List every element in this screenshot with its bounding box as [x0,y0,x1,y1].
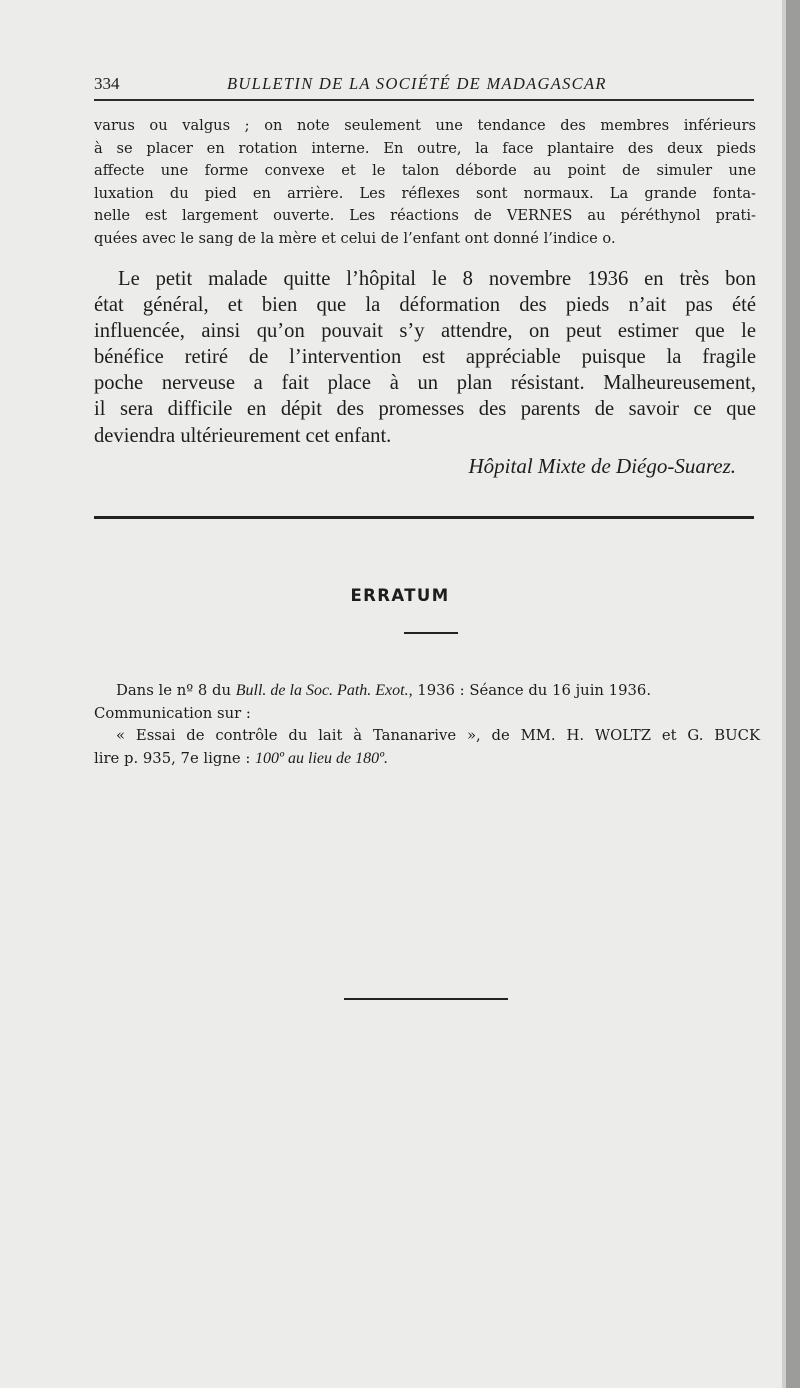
text-line: état général, et bien que la déformation des pieds n’ait pas été [94,294,756,317]
text-line: influencée, ainsi qu’on pouvait s’y attendre, on peut estimer que le [94,320,756,343]
header-rule [94,99,754,101]
erratum-correction-line [94,748,760,771]
text-line: deviendra ultérieurement cet enfant. [94,424,392,447]
erratum-article-line: « Essai de contrôle du lait à Tananarive », de MM. H. WOLTZ et G. BUCK [116,727,760,744]
heading-underline [404,632,458,634]
text-line: il sera difficile en dépit des promesses des parents de savoir ce que [94,398,756,421]
text-line: affecte une forme convexe et le talon déborde au point de simuler une [94,162,756,180]
page-number: 334 [94,74,120,93]
binding-edge-highlight [782,0,786,1388]
erratum-reference-line [94,680,760,703]
text-line: bénéfice retiré de l’intervention est appréciable puisque la fragile [94,346,756,369]
closing-rule [344,998,508,1000]
page-binding-edge [782,0,800,1388]
text-line: varus ou valgus ; on note seulement une tendance des membres inférieurs [94,117,756,134]
text-line: nelle est largement ouverte. Les réactions de VERNES au péréthynol prati- [94,207,756,225]
running-title: BULLETIN DE LA SOCIÉTÉ DE MADAGASCAR [227,74,607,93]
conclusion-paragraph [94,266,756,449]
journal-title: Bull. de la Soc. Path. Exot., [235,682,413,699]
text-line: luxation du pied en arrière. Les réflexes sont normaux. La grande fonta- [94,184,756,202]
correction-text: 100º au lieu de 180º. [255,749,389,767]
text-line: quées avec le sang de la mère et celui de l’enfant ont donné l’indice o. [94,229,616,247]
running-header [94,72,756,96]
erratum-reference-suffix: 1936 : Séance du 16 juin 1936. [412,682,652,699]
correction-location: lire p. 935, 7e ligne : [94,749,256,767]
clinical-note-paragraph [94,115,756,251]
text-line: poche nerveuse a fait place à un plan résistant. Malheureusement, [94,372,756,395]
erratum-communication-line: Communication sur : [94,704,251,722]
erratum-body [94,680,760,770]
erratum-reference-prefix: Dans le nº 8 du [116,682,236,699]
text-line: Le petit malade quitte l’hôpital le 8 novembre 1936 en très bon [118,268,756,290]
section-divider [94,516,754,519]
text-line: à se placer en rotation interne. En outre, la face plantaire des deux pieds [94,139,756,157]
institution-signature: Hôpital Mixte de Diégo-Suarez. [468,454,736,478]
erratum-heading: ERRATUM [350,586,450,605]
